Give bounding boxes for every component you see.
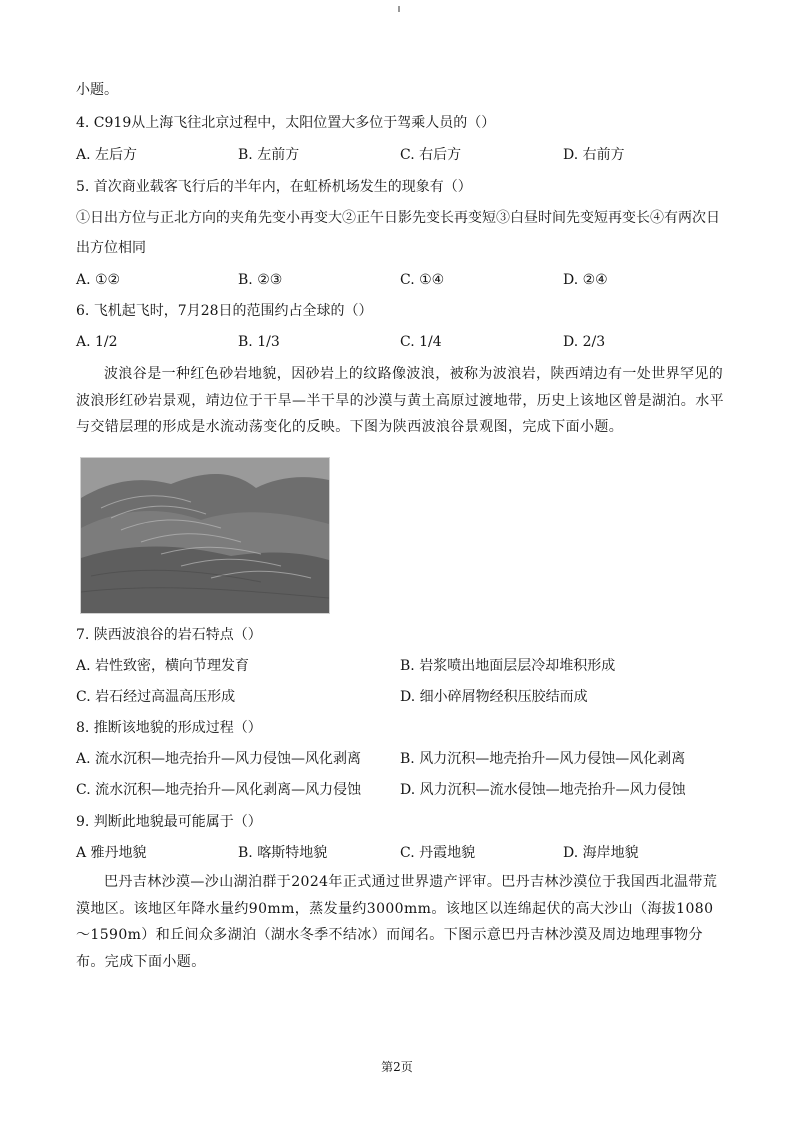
q6-option-a: A. 1/2 xyxy=(76,334,118,350)
q7-stem: 7. 陕西波浪谷的岩石特点（） xyxy=(76,627,262,643)
q8-option-b: B. 风力沉积—地壳抬升—风力侵蚀—风化剥离 xyxy=(400,751,686,767)
q5-items-line2: 出方位相同 xyxy=(76,240,146,256)
wave-valley-photo xyxy=(80,457,330,614)
q7-option-c: C. 岩石经过高温高压形成 xyxy=(76,689,236,705)
q8-option-c: C. 流水沉积—地壳抬升—风化剥离—风力侵蚀 xyxy=(76,782,362,798)
q4-option-d: D. 右前方 xyxy=(563,147,625,163)
q9-option-a: A 雅丹地貌 xyxy=(76,845,147,861)
continuation-text: 小题。 xyxy=(76,82,118,98)
q4-stem: 4. C919从上海飞往北京过程中，太阳位置大多位于驾乘人员的（） xyxy=(76,115,496,131)
q5-option-a: A. ①② xyxy=(76,272,121,288)
q8-stem: 8. 推断该地貌的形成过程（） xyxy=(76,720,262,736)
q6-option-b: B. 1/3 xyxy=(238,334,280,350)
q4-option-b: B. 左前方 xyxy=(238,147,300,163)
q9-option-d: D. 海岸地貌 xyxy=(563,845,639,861)
q5-stem: 5. 首次商业载客飞行后的半年内，在虹桥机场发生的现象有（） xyxy=(76,179,472,195)
q9-option-b: B. 喀斯特地貌 xyxy=(238,845,328,861)
q7-option-a: A. 岩性致密，横向节理发育 xyxy=(76,658,250,674)
q6-option-c: C. 1/4 xyxy=(400,334,442,350)
q8-option-a: A. 流水沉积—地壳抬升—风力侵蚀—风化剥离 xyxy=(76,751,362,767)
q5-items-line1: ①日出方位与正北方向的夹角先变小再变大②正午日影先变长再变短③白昼时间先变短再变长④有两次日 xyxy=(76,210,720,226)
q9-option-c: C. 丹霞地貌 xyxy=(400,845,476,861)
q7-option-b: B. 岩浆喷出地面层层冷却堆积形成 xyxy=(400,658,616,674)
q5-option-d: D. ②④ xyxy=(563,272,608,288)
passage-wave-valley: 波浪谷是一种红色砂岩地貌，因砂岩上的纹路像波浪，被称为波浪岩，陕西靖边有一处世界罕见的波浪形红砂岩景观，靖边位于干旱—半干旱的沙漠与黄土高原过渡地带，历史上该地区曾是湖泊。水平与交错层理的形成是水流动荡变化的反映。下图为陕西波浪谷景观图，完成下面小题。 xyxy=(76,366,724,435)
q6-stem: 6. 飞机起飞时，7月28日的范围约占全球的（） xyxy=(76,303,373,319)
page-number: 第2页 xyxy=(381,1060,413,1074)
q5-option-b: B. ②③ xyxy=(238,272,283,288)
q6-option-d: D. 2/3 xyxy=(563,334,606,350)
q4-option-a: A. 左后方 xyxy=(76,147,138,163)
top-mark xyxy=(398,6,400,12)
q9-stem: 9. 判断此地貌最可能属于（） xyxy=(76,814,262,830)
passage-badain-jaran: 巴丹吉林沙漠—沙山湖泊群于2024年正式通过世界遗产评审。巴丹吉林沙漠位于我国西北温带荒漠地区。该地区年降水量约90mm，蒸发量约3000mm。该地区以连绵起伏的高大沙山（海拔1080～1590m）和丘间众多湖泊（湖水冬季不结冰）而闻名。下图示意巴丹吉林沙漠及周边地理事物分布。完成下面小题。 xyxy=(76,874,718,970)
q4-option-c: C. 右后方 xyxy=(400,147,462,163)
q8-option-d: D. 风力沉积—流水侵蚀—地壳抬升—风力侵蚀 xyxy=(400,782,686,798)
q5-option-c: C. ①④ xyxy=(400,272,445,288)
q7-option-d: D. 细小碎屑物经积压胶结而成 xyxy=(400,689,588,705)
